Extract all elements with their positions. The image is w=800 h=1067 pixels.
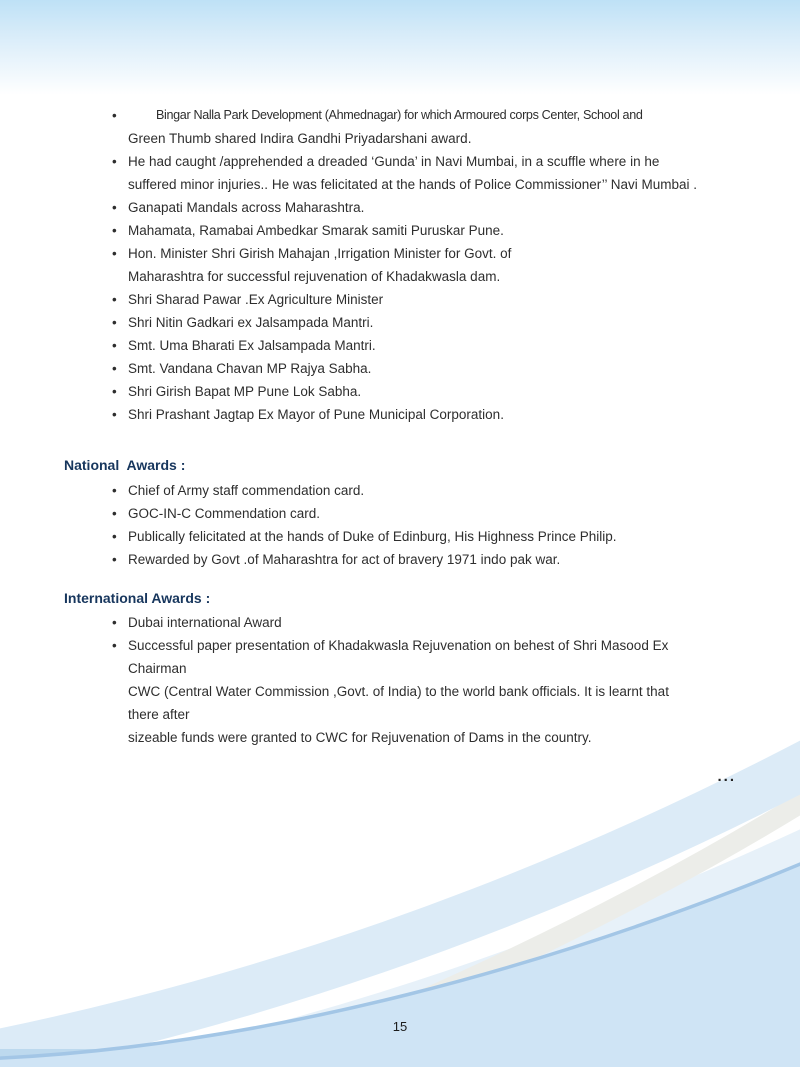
bullet-line: • Shri Nitin Gadkari ex Jalsampada Mantri. — [128, 315, 374, 330]
bullet-line: • Publically felicitated at the hands of Duke of Edinburg, His Highness Prince Philip. — [128, 529, 617, 544]
international-awards-bullet-list — [64, 611, 738, 749]
international-awards-heading: International Awards : — [64, 590, 211, 606]
bullet-item — [64, 548, 738, 571]
continuation-ellipsis: ... — [717, 768, 736, 785]
bullet-text — [128, 334, 738, 357]
bullet-line: CWC (Central Water Commission ,Govt. of India) to the world bank officials. It is learnt that — [128, 684, 669, 699]
national-awards-bullet-list — [64, 479, 738, 571]
bullet-text — [128, 288, 738, 311]
bullet-text — [128, 357, 738, 380]
bullet-line: • Dubai international Award — [128, 615, 282, 630]
bullet-item — [64, 403, 738, 426]
bullet-text — [128, 525, 738, 548]
bullet-item — [64, 242, 738, 288]
page-content — [64, 104, 738, 749]
bullet-text — [128, 502, 738, 525]
bullet-item — [64, 502, 738, 525]
bullet-item — [64, 380, 738, 403]
bullet-line: • Successful paper presentation of Khadakwasla Rejuvenation on behest of Shri Masood Ex — [128, 638, 669, 653]
bullet-line: Chairman — [128, 661, 187, 676]
bullet-text — [128, 380, 738, 403]
bullet-line: • Shri Prashant Jagtap Ex Mayor of Pune Municipal Corporation. — [128, 407, 504, 422]
bullet-line: • Ganapati Mandals across Maharashtra. — [128, 200, 365, 215]
bullet-text — [128, 611, 738, 634]
bullet-text — [128, 219, 738, 242]
bullet-line: Maharashtra for successful rejuvenation of Khadakwasla dam. — [128, 269, 501, 284]
bullet-item — [64, 150, 738, 196]
bullet-line: sizeable funds were granted to CWC for Rejuvenation of Dams in the country. — [128, 730, 592, 745]
bullet-text — [128, 104, 738, 150]
bullet-line: • Chief of Army staff commendation card. — [128, 483, 365, 498]
bullet-item — [64, 634, 738, 749]
bullet-item — [64, 525, 738, 548]
bullet-item — [64, 104, 738, 150]
bullet-line: • Smt. Uma Bharati Ex Jalsampada Mantri. — [128, 338, 376, 353]
bullet-text — [128, 634, 738, 749]
bullet-line: • Rewarded by Govt .of Maharashtra for act of bravery 1971 indo pak war. — [128, 552, 561, 567]
bullet-text — [128, 311, 738, 334]
intro-bullet-list — [64, 104, 738, 426]
bullet-line: • Bingar Nalla Park Development (Ahmednagar) for which Armoured corps Center, School and — [156, 108, 643, 122]
bullet-text — [128, 479, 738, 502]
bullet-item — [64, 479, 738, 502]
bullet-text — [128, 150, 738, 196]
national-awards-heading: National Awards : — [64, 457, 186, 473]
bullet-text — [128, 196, 738, 219]
bullet-item — [64, 611, 738, 634]
bullet-line: suffered minor injuries.. He was felicitated at the hands of Police Commissioner’’ Navi Mumbai . — [128, 177, 697, 192]
section-national-awards — [64, 453, 738, 571]
bullet-item — [64, 357, 738, 380]
bullet-text — [128, 403, 738, 426]
bullet-line: • Shri Sharad Pawar .Ex Agriculture Minister — [128, 292, 384, 307]
bullet-item — [64, 196, 738, 219]
bullet-line: • Hon. Minister Shri Girish Mahajan ,Irrigation Minister for Govt. of — [128, 246, 512, 261]
bullet-line: • Shri Girish Bapat MP Pune Lok Sabha. — [128, 384, 362, 399]
bullet-text — [128, 242, 738, 288]
bullet-text — [128, 548, 738, 571]
bullet-item — [64, 334, 738, 357]
section-international-awards — [64, 586, 738, 749]
page-number: 15 — [392, 1019, 408, 1034]
bullet-item — [64, 219, 738, 242]
bullet-item — [64, 288, 738, 311]
bullet-line: • Mahamata, Ramabai Ambedkar Smarak samiti Puruskar Pune. — [128, 223, 504, 238]
bullet-line: Green Thumb shared Indira Gandhi Priyadarshani award. — [128, 131, 472, 146]
bullet-item — [64, 311, 738, 334]
bullet-line: • Smt. Vandana Chavan MP Rajya Sabha. — [128, 361, 372, 376]
bullet-line: • GOC-IN-C Commendation card. — [128, 506, 321, 521]
bullet-line: • He had caught /apprehended a dreaded ‘Gunda’ in Navi Mumbai, in a scuffle where in he — [128, 154, 660, 169]
top-gradient-band — [0, 0, 800, 100]
bullet-line: there after — [128, 707, 190, 722]
